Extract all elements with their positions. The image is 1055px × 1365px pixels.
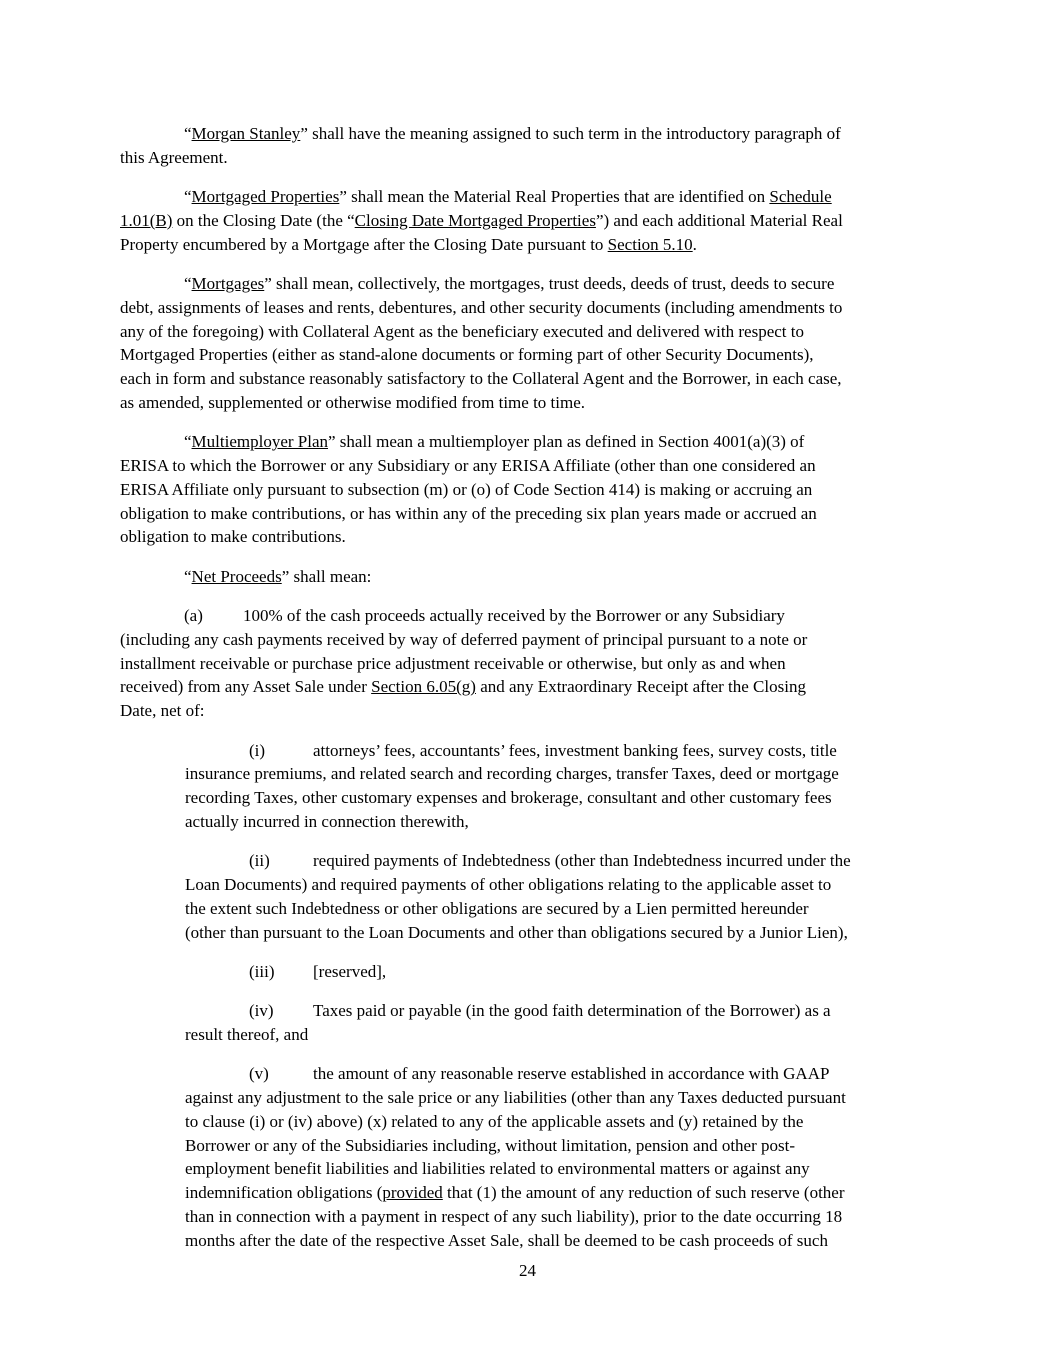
text-line (185, 810, 933, 834)
text-line (185, 1110, 933, 1134)
defined-term: Mortgages (191, 273, 265, 293)
text-run: “ (184, 187, 192, 207)
text-run: each in form and substance reasonably satisfactory to the Collateral Agent and the Borrower, in each case, (120, 369, 842, 389)
text-run: that (1) the amount of any reduction of such reserve (other (442, 1183, 845, 1203)
text-run: to clause (i) or (iv) above) (x) related to any of the applicable assets and (y) retained by the (185, 1111, 804, 1131)
text-run: required payments of Indebtedness (other than Indebtedness incurred under the (313, 851, 851, 871)
text-run: ” shall mean: (281, 566, 372, 586)
text-line (120, 367, 933, 391)
list-marker: (ii) (249, 851, 270, 871)
text-run: any of the foregoing) with Collateral Agent as the beneficiary executed and delivered with respect to (120, 321, 804, 341)
paragraph (185, 960, 933, 984)
text-run: obligation to make contributions, or has within any of the preceding six plan years made or accrued an (120, 503, 817, 523)
defined-term: Morgan Stanley (191, 124, 301, 143)
page-number: 24 (519, 1261, 536, 1280)
defined-term: 1.01(B) (120, 210, 173, 230)
defined-term: Multiemployer Plan (191, 432, 329, 452)
defined-term: Net Proceeds (191, 566, 282, 586)
defined-term: Section 5.10 (607, 234, 693, 254)
text-run: insurance premiums, and related search and recording charges, transfer Taxes, deed or mortgage (185, 764, 839, 784)
text-line (185, 921, 933, 945)
paragraph (120, 565, 933, 589)
text-run: installment receivable or purchase price adjustment receivable or otherwise, but only as and when (120, 653, 786, 673)
text-line (185, 1157, 933, 1181)
text-run: . (692, 234, 697, 254)
text-run: months after the date of the respective Asset Sale, shall be deemed to be cash proceeds of such (185, 1230, 828, 1250)
text-line (185, 1229, 933, 1253)
text-line (185, 849, 933, 873)
text-run: debt, assignments of leases and rents, debentures, and other security documents (including amendments to (120, 297, 843, 317)
text-run: on the Closing Date (the “ (172, 210, 355, 230)
text-line (185, 999, 933, 1023)
text-line (185, 1062, 933, 1086)
text-line (185, 873, 933, 897)
text-line (120, 502, 933, 526)
text-run: ” shall have the meaning assigned to such term in the introductory paragraph of (300, 124, 841, 143)
text-run: ERISA Affiliate only pursuant to subsection (m) or (o) of Code Section 414) is making or accruing an (120, 479, 813, 499)
text-line (120, 122, 933, 146)
text-line (120, 146, 933, 170)
text-run: ”) and each additional Material Real (595, 210, 843, 230)
document-body (120, 122, 933, 1268)
paragraph (185, 739, 933, 834)
text-run: 100% of the cash proceeds actually received by the Borrower or any Subsidiary (243, 606, 785, 626)
paragraph (185, 849, 933, 944)
text-run: Date, net of: (120, 701, 205, 721)
text-line (120, 343, 933, 367)
text-line (185, 897, 933, 921)
text-run: attorneys’ fees, accountants’ fees, investment banking fees, survey costs, title (313, 740, 837, 760)
text-run: result thereof, and (185, 1025, 309, 1044)
text-run: ” shall mean the Material Real Properties that are identified on (339, 187, 770, 207)
text-run: “ (184, 273, 192, 293)
text-line (185, 1023, 933, 1047)
text-line (120, 454, 933, 478)
text-line (185, 1134, 933, 1158)
defined-term: Closing Date Mortgaged Properties (354, 210, 596, 230)
text-line (185, 786, 933, 810)
text-run: indemnification obligations ( (185, 1183, 383, 1203)
text-run: ” shall mean, collectively, the mortgages, trust deeds, deeds of trust, deeds to secure (264, 273, 835, 293)
text-line (120, 478, 933, 502)
list-marker: (a) (184, 606, 203, 626)
text-run: than in connection with a payment in respect of any such liability), prior to the date occurring 18 (185, 1207, 843, 1227)
text-run: against any adjustment to the sale price or any liabilities (other than any Taxes deducted pursuant (185, 1088, 846, 1108)
text-run: Mortgaged Properties (either as stand-alone documents or forming part of other Security Documents), (120, 345, 814, 365)
defined-term: Section 6.05(g) (371, 677, 476, 697)
text-line (185, 1205, 933, 1229)
paragraph (185, 999, 933, 1047)
text-run: ” shall mean a multiemployer plan as defined in Section 4001(a)(3) of (328, 432, 805, 452)
text-line (120, 525, 933, 549)
text-run: this Agreement. (120, 147, 228, 167)
text-line (185, 1181, 933, 1205)
text-line (120, 272, 933, 296)
text-line (120, 604, 933, 628)
defined-term: Schedule (769, 187, 832, 207)
text-line (120, 296, 933, 320)
text-run: the extent such Indebtedness or other obligations are secured by a Lien permitted hereunder (185, 898, 809, 918)
text-line (120, 565, 933, 589)
text-line (120, 628, 933, 652)
list-marker: (v) (249, 1064, 269, 1084)
paragraph (120, 430, 933, 549)
text-run: (other than pursuant to the Loan Documents and other than obligations secured by a Junior Lien), (185, 922, 848, 942)
list-marker: (i) (249, 740, 266, 760)
text-run: “ (184, 124, 192, 143)
paragraph (120, 122, 933, 170)
text-line (120, 391, 933, 415)
text-run: “ (184, 566, 192, 586)
paragraph (185, 1062, 933, 1252)
text-run: Borrower or any of the Subsidiaries including, without limitation, pension and other post- (185, 1135, 796, 1155)
text-line (120, 430, 933, 454)
text-run: as amended, supplemented or otherwise modified from time to time. (120, 392, 586, 412)
text-run: and any Extraordinary Receipt after the Closing (475, 677, 806, 697)
text-line (185, 960, 933, 984)
text-run: (including any cash payments received by way of deferred payment of principal pursuant to a note or (120, 629, 808, 649)
text-line (120, 652, 933, 676)
text-line (185, 739, 933, 763)
text-line (120, 209, 933, 233)
text-run: [reserved], (313, 961, 387, 981)
paragraph (120, 185, 933, 256)
text-line (120, 185, 933, 209)
text-run: recording Taxes, other customary expenses and brokerage, consultant and other customary fees (185, 788, 832, 808)
list-marker: (iii) (249, 961, 275, 981)
list-marker: (iv) (249, 1001, 274, 1021)
text-line (120, 233, 933, 257)
text-run: ERISA to which the Borrower or any Subsidiary or any ERISA Affiliate (other than one considered an (120, 456, 816, 476)
paragraph (120, 604, 933, 723)
text-run: the amount of any reasonable reserve established in accordance with GAAP (313, 1064, 830, 1084)
text-line (120, 320, 933, 344)
text-run: employment benefit liabilities and liabilities related to environmental matters or against any (185, 1159, 810, 1179)
text-run: Taxes paid or payable (in the good faith determination of the Borrower) as a (313, 1001, 831, 1021)
paragraph (120, 272, 933, 415)
text-line (185, 762, 933, 786)
text-line (120, 699, 933, 723)
text-run: “ (184, 432, 192, 452)
text-line (185, 1086, 933, 1110)
text-run: received) from any Asset Sale under (120, 677, 372, 697)
defined-term: Mortgaged Properties (191, 187, 340, 207)
defined-term: provided (382, 1183, 443, 1203)
text-run: Loan Documents) and required payments of other obligations relating to the applicable asset to (185, 875, 832, 895)
text-run: actually incurred in connection therewith, (185, 811, 469, 831)
text-run: obligation to make contributions. (120, 527, 346, 547)
text-line (120, 675, 933, 699)
text-run: Property encumbered by a Mortgage after the Closing Date pursuant to (120, 234, 608, 254)
